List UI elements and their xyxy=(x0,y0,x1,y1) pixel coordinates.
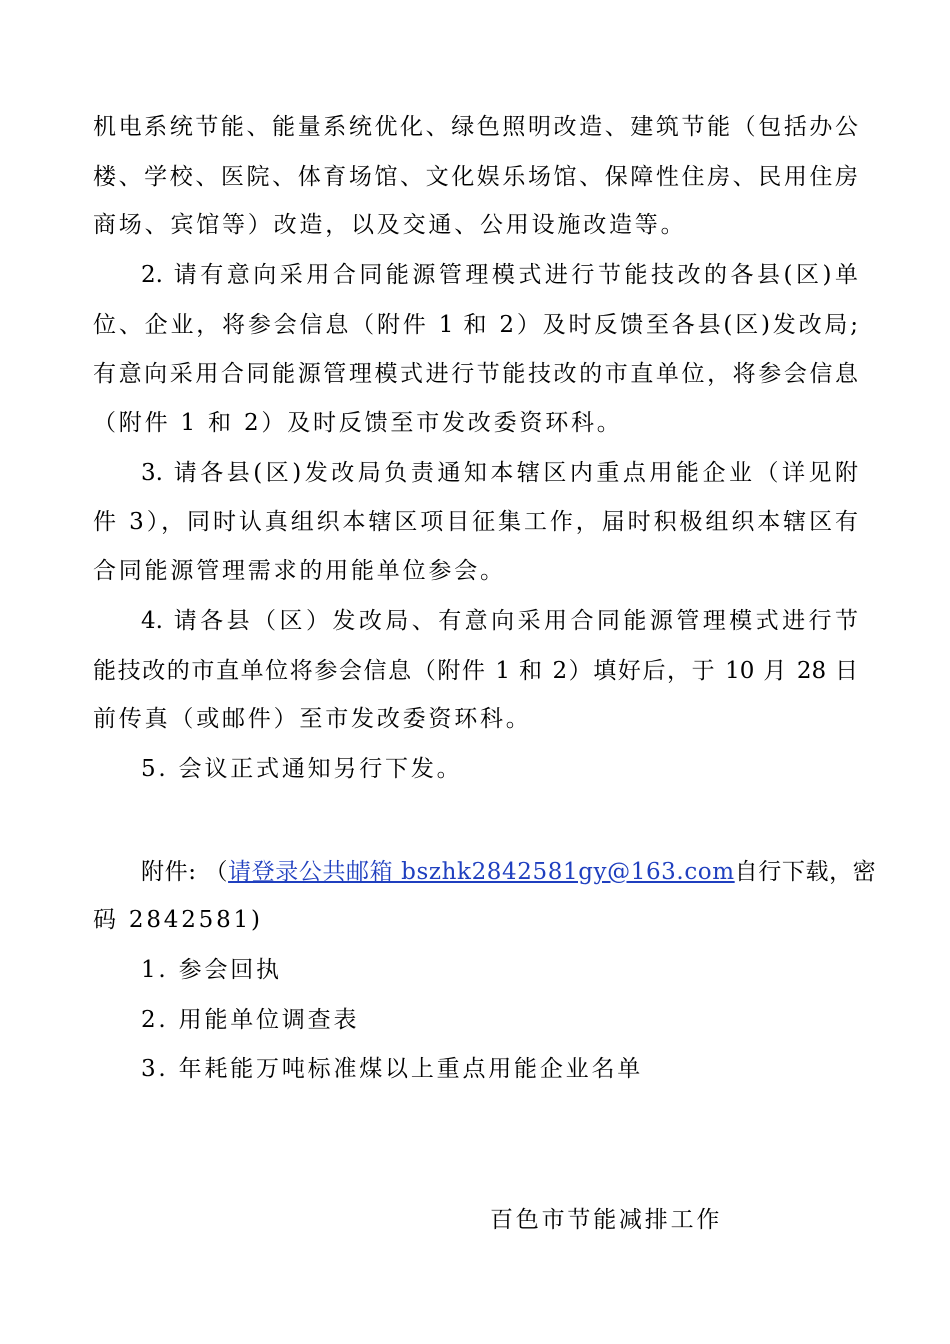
item2-line-4: （附件 1 和 2）及时反馈至市发改委资环科。 xyxy=(93,410,623,436)
paragraph1-line-1: 机电系统节能、能量系统优化、绿色照明改造、建筑节能（包括办公 xyxy=(93,114,858,140)
item4-line-2: 能技改的市直单位将参会信息（附件 1 和 2）填好后，于 10 月 28 日 xyxy=(93,658,858,684)
item3-line-3: 合同能源管理需求的用能单位参会。 xyxy=(93,558,506,584)
item3-line-1: 3. 请各县(区)发改局负责通知本辖区内重点用能企业（详见附 xyxy=(141,460,858,486)
attachments-prefix: 附件: （ xyxy=(141,859,229,885)
attachments-line-1 xyxy=(141,855,877,889)
attachment-item-2: 2. 用能单位调查表 xyxy=(141,1007,360,1033)
item3-line-2: 件 3），同时认真组织本辖区项目征集工作，届时积极组织本辖区有 xyxy=(93,509,858,535)
public-mailbox-link[interactable]: 请登录公共邮箱 bszhk2842581gy@163.com xyxy=(228,859,735,885)
attachments-suffix: 自行下载，密 xyxy=(734,859,877,885)
attachment-item-1: 1. 参会回执 xyxy=(141,957,282,983)
item2-line-2: 位、企业，将参会信息（附件 1 和 2）及时反馈至各县(区)发改局; xyxy=(93,312,858,338)
attachment-item-3: 3. 年耗能万吨标准煤以上重点用能企业名单 xyxy=(141,1056,644,1082)
item5-line: 5. 会议正式通知另行下发。 xyxy=(141,756,463,782)
item2-line-1: 2. 请有意向采用合同能源管理模式进行节能技改的各县(区)单 xyxy=(141,262,858,288)
item4-line-3: 前传真（或邮件）至市发改委资环科。 xyxy=(93,706,532,732)
paragraph1-line-3: 商场、宾馆等）改造，以及交通、公用设施改造等。 xyxy=(93,212,687,238)
item4-line-1: 4. 请各县（区）发改局、有意向采用合同能源管理模式进行节 xyxy=(141,608,858,634)
signature: 百色市节能减排工作 xyxy=(490,1207,723,1233)
attachments-line-2: 码 2842581) xyxy=(93,907,263,933)
paragraph1-line-2: 楼、学校、医院、体育场馆、文化娱乐场馆、保障性住房、民用住房 xyxy=(93,164,858,190)
item2-line-3: 有意向采用合同能源管理模式进行节能技改的市直单位，将参会信息 xyxy=(93,361,858,387)
